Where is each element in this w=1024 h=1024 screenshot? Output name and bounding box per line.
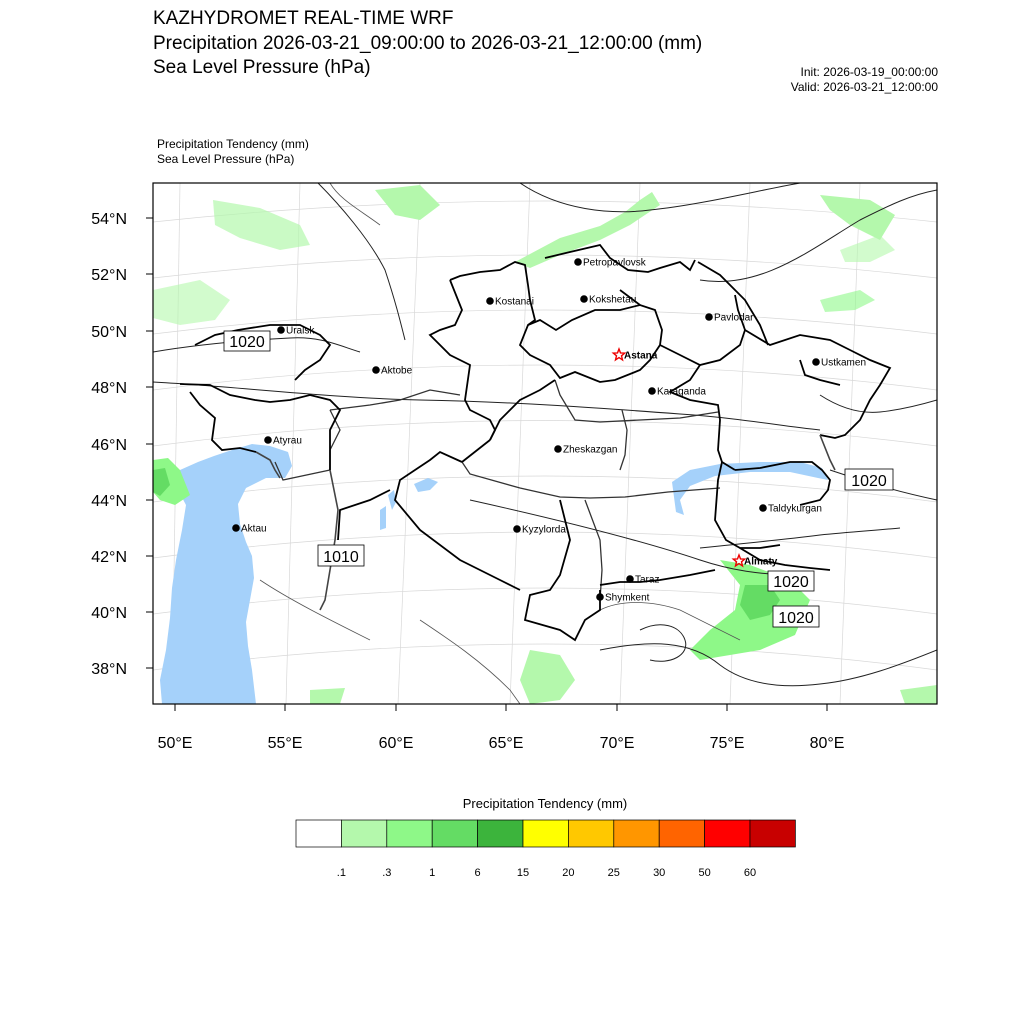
colorbar-level-label: 25 — [607, 867, 620, 879]
city-label: Pavlodar — [714, 312, 754, 324]
isobar-label: 1020 — [229, 334, 265, 351]
colorbar-level-label: 20 — [562, 867, 575, 879]
colorbar-title: Precipitation Tendency (mm) — [462, 796, 628, 811]
longitude-label: 80°E — [809, 735, 845, 752]
colorbar-swatch — [614, 820, 659, 847]
field-label-slp: Sea Level Pressure (hPa) — [157, 152, 295, 166]
latitude-label: 46°N — [91, 437, 127, 454]
city-dot-icon — [705, 313, 713, 321]
latitude-label: 44°N — [91, 493, 127, 510]
valid-time: Valid: 2026-03-21_12:00:00 — [790, 80, 938, 94]
city-dot-icon — [277, 326, 285, 334]
city-label: Almaty — [744, 556, 778, 568]
capital-star-icon — [613, 349, 624, 360]
init-time: Init: 2026-03-19_00:00:00 — [800, 65, 938, 79]
title-line-3: Sea Level Pressure (hPa) — [153, 57, 371, 78]
longitude-labels — [158, 704, 845, 752]
colorbar — [296, 820, 795, 847]
latitude-labels — [91, 211, 153, 678]
isobar-label: 1020 — [851, 473, 887, 490]
isobar-label: 1010 — [323, 549, 359, 566]
city-label: Kyzylorda — [522, 524, 566, 536]
city-dot-icon — [232, 524, 240, 532]
longitude-label: 55°E — [267, 735, 303, 752]
colorbar-level-label: 15 — [516, 867, 530, 879]
colorbar-level-label: 6 — [474, 867, 481, 879]
latitude-label: 54°N — [91, 211, 127, 228]
city-dot-icon — [812, 358, 820, 366]
city-label: Taraz — [635, 574, 660, 586]
field-label-precip: Precipitation Tendency (mm) — [157, 137, 309, 151]
colorbar-swatch — [387, 820, 432, 847]
colorbar-level-label: .3 — [382, 867, 392, 879]
city-dot-icon — [554, 445, 562, 453]
colorbar-swatch — [750, 820, 795, 847]
colorbar-level-label: 1 — [429, 867, 436, 879]
colorbar-swatch — [478, 820, 523, 847]
lake — [414, 478, 438, 492]
city-dot-icon — [574, 258, 582, 266]
city-label: Uralsk — [286, 325, 315, 337]
colorbar-level-label: .1 — [336, 867, 346, 879]
city-label: Aktau — [241, 523, 267, 535]
city-label: Kokshetau — [589, 294, 637, 306]
city-label: Shymkent — [605, 592, 650, 604]
colorbar-level-label: 50 — [698, 867, 711, 879]
longitude-label: 70°E — [599, 735, 635, 752]
title-line-1: KAZHYDROMET REAL-TIME WRF — [153, 8, 454, 29]
longitude-label: 65°E — [488, 735, 524, 752]
latitude-label: 40°N — [91, 605, 127, 622]
city-dot-icon — [264, 436, 272, 444]
colorbar-swatch — [523, 820, 568, 847]
city-label: Astana — [624, 350, 658, 362]
colorbar-swatch — [432, 820, 477, 847]
city-label: Ustkamen — [821, 357, 867, 369]
city-dot-icon — [648, 387, 656, 395]
aral-sea — [380, 490, 396, 530]
city-dot-icon — [626, 575, 634, 583]
city-label: Kostanai — [495, 296, 534, 308]
colorbar-swatch — [296, 820, 341, 847]
longitude-label: 60°E — [378, 735, 414, 752]
city-label: Aktobe — [381, 365, 413, 377]
map-content — [153, 183, 937, 704]
city-label: Taldykurgan — [768, 503, 822, 515]
isobar-label: 1020 — [773, 574, 809, 591]
isobar-label: 1020 — [778, 610, 814, 627]
city-label: Zheskazgan — [563, 444, 618, 456]
colorbar-level-label: 60 — [743, 867, 757, 879]
latitude-label: 48°N — [91, 380, 127, 397]
city-dot-icon — [596, 593, 604, 601]
colorbar-swatch — [341, 820, 386, 847]
oblast-borders — [275, 380, 720, 600]
city-dot-icon — [513, 525, 521, 533]
title-line-2: Precipitation 2026-03-21_09:00:00 to 2026-03-21_12:00:00 (mm) — [153, 33, 703, 54]
colorbar-swatch — [659, 820, 704, 847]
city-label: Petropavlovsk — [583, 257, 646, 269]
latitude-label: 42°N — [91, 549, 127, 566]
city-label: Karaganda — [657, 386, 706, 398]
latitude-label: 50°N — [91, 324, 127, 341]
city-dot-icon — [759, 504, 767, 512]
latitude-label: 52°N — [91, 267, 127, 284]
city-label: Atyrau — [273, 435, 302, 447]
colorbar-swatch — [568, 820, 613, 847]
longitude-label: 50°E — [157, 735, 193, 752]
city-dot-icon — [486, 297, 494, 305]
colorbar-level-label: 30 — [653, 867, 666, 879]
colorbar-swatch — [705, 820, 750, 847]
longitude-label: 75°E — [709, 735, 745, 752]
city-dot-icon — [372, 366, 380, 374]
city-dot-icon — [580, 295, 588, 303]
latitude-label: 38°N — [91, 661, 127, 678]
